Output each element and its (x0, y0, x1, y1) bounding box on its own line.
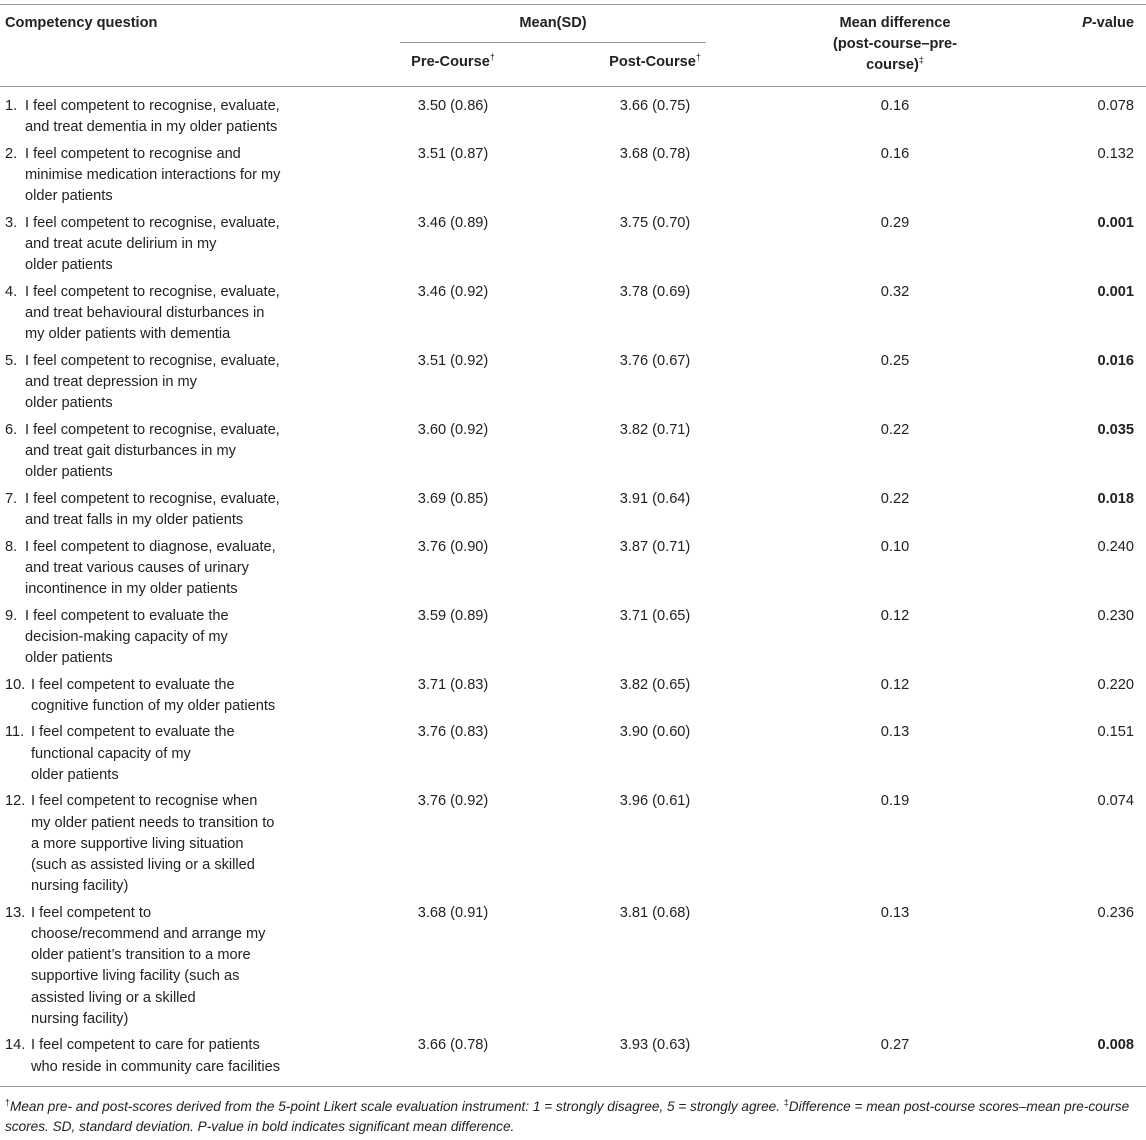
question-number: 7. (5, 490, 18, 507)
post-course-value: 3.96 (0.61) (619, 793, 691, 810)
question-text-line: and treat acute delirium in my (25, 236, 217, 252)
pre-course-value: 3.66 (0.78) (417, 1037, 489, 1054)
question-text-line: who reside in community care facilities (31, 1058, 280, 1075)
question-text-line: I feel competent to recognise when (31, 793, 258, 810)
header-p-value: P-value (1082, 15, 1134, 31)
pre-course-value: 3.76 (0.90) (417, 538, 489, 555)
question-text-line: minimise medication interactions for my (25, 167, 281, 183)
question-text-line: I feel competent to recognise, evaluate, (25, 490, 280, 507)
p-value: 0.074 (1097, 793, 1134, 810)
question-text-line: decision-making capacity of my (25, 628, 228, 645)
competency-question-cell (5, 282, 305, 346)
competency-question-cell (5, 537, 305, 601)
competency-question-cell (5, 791, 305, 897)
pre-course-value: 3.76 (0.92) (417, 793, 489, 810)
competency-question-cell (5, 675, 305, 717)
mean-difference-value: 0.13 (880, 724, 910, 741)
header-post-course: Post-Course† (609, 52, 701, 70)
question-text-line: older patients (25, 395, 113, 412)
post-course-value: 3.82 (0.65) (619, 676, 691, 693)
p-value: 0.018 (1097, 490, 1134, 507)
question-number: 2. (5, 145, 18, 162)
question-text-line: (such as assisted living or a skilled (31, 857, 255, 873)
p-value: 0.001 (1097, 283, 1134, 300)
question-number: 8. (5, 538, 18, 555)
question-text-line: my older patient needs to transition to (31, 814, 275, 831)
pre-course-value: 3.46 (0.92) (417, 283, 489, 300)
p-value: 0.132 (1097, 145, 1134, 162)
pre-course-value: 3.59 (0.89) (417, 607, 489, 624)
question-text-line: older patients (31, 766, 119, 783)
question-text-line: assisted living or a skilled (31, 989, 196, 1006)
post-course-value: 3.81 (0.68) (619, 904, 691, 921)
pre-course-value: 3.51 (0.92) (417, 352, 489, 369)
p-value: 0.008 (1097, 1037, 1134, 1054)
question-text-line: I feel competent to (31, 904, 152, 921)
header-competency-question: Competency question (5, 15, 158, 31)
mean-difference-value: 0.16 (880, 145, 910, 162)
question-text-line: cognitive function of my older patients (31, 697, 276, 714)
question-number: 4. (5, 283, 18, 300)
question-text-line: I feel competent to recognise, evaluate, (25, 214, 280, 231)
post-course-value: 3.71 (0.65) (619, 607, 691, 624)
table-footnote: †Mean pre- and post-scores derived from the 5-point Likert scale evaluation instrument: 1 = strongly disagree, 5 = strongly agree. ‡Difference = mean post-course scores–mean pre-course scores. SD, standard deviation. P-value in bold indicates significant mean difference. (5, 1097, 1130, 1134)
header-mean-sd: Mean(SD) (519, 15, 587, 31)
question-text-line: choose/recommend and arrange my (31, 926, 266, 942)
question-number: 3. (5, 214, 18, 231)
p-value: 0.035 (1097, 421, 1134, 438)
table-top-rule (0, 4, 1146, 5)
question-text-line: incontinence in my older patients (25, 581, 238, 597)
question-text-line: and treat gait disturbances in my (25, 443, 236, 459)
question-text-line: and treat falls in my older patients (25, 512, 244, 528)
p-value: 0.230 (1097, 607, 1134, 624)
question-text-line: functional capacity of my (31, 745, 191, 762)
question-number: 1. (5, 98, 18, 114)
competency-question-cell (5, 420, 305, 484)
pre-course-value: 3.60 (0.92) (417, 421, 489, 438)
pre-course-value: 3.76 (0.83) (417, 724, 489, 741)
question-text-line: and treat depression in my (25, 374, 197, 390)
question-text-line: my older patients with dementia (25, 326, 231, 343)
p-value: 0.078 (1097, 98, 1134, 114)
p-value: 0.240 (1097, 538, 1134, 555)
question-text-line: I feel competent to recognise and (25, 145, 241, 162)
post-course-value: 3.78 (0.69) (619, 283, 691, 300)
question-text-line: I feel competent to recognise, evaluate, (25, 352, 280, 369)
mean-difference-value: 0.32 (880, 283, 910, 300)
pre-course-value: 3.51 (0.87) (417, 145, 489, 162)
p-value: 0.236 (1097, 904, 1134, 921)
post-course-value: 3.66 (0.75) (619, 98, 691, 114)
question-text-line: I feel competent to recognise, evaluate, (25, 98, 280, 114)
question-text-line: I feel competent to care for patients (31, 1037, 260, 1054)
question-text-line: a more supportive living situation (31, 835, 244, 852)
question-text-line: I feel competent to recognise, evaluate, (25, 421, 280, 438)
p-value: 0.001 (1097, 214, 1134, 231)
post-course-value: 3.87 (0.71) (619, 538, 691, 555)
header-pre-course: Pre-Course† (411, 52, 495, 70)
post-course-value: 3.93 (0.63) (619, 1037, 691, 1054)
question-text-line: older patient’s transition to a more (31, 947, 251, 964)
competency-question-cell (5, 213, 305, 277)
table-header-rule (0, 86, 1146, 87)
pre-course-value: 3.71 (0.83) (417, 676, 489, 693)
competency-question-cell (5, 1035, 305, 1077)
question-text-line: nursing facility) (31, 1010, 129, 1027)
question-text-line: older patients (25, 257, 113, 274)
pre-course-value: 3.69 (0.85) (417, 490, 489, 507)
mean-difference-value: 0.19 (880, 793, 910, 810)
post-course-value: 3.68 (0.78) (619, 145, 691, 162)
question-text-line: I feel competent to evaluate the (25, 607, 229, 624)
p-value: 0.151 (1097, 724, 1134, 741)
question-number: 11. (5, 724, 25, 741)
question-text-line: supportive living facility (such as (31, 968, 240, 985)
post-course-value: 3.82 (0.71) (619, 421, 691, 438)
table-bottom-rule (0, 1086, 1146, 1087)
mean-difference-value: 0.13 (880, 904, 910, 921)
question-text-line: I feel competent to evaluate the (31, 724, 235, 741)
post-course-value: 3.90 (0.60) (619, 724, 691, 741)
competency-question-cell (5, 722, 305, 786)
question-text-line: I feel competent to diagnose, evaluate, (25, 538, 276, 555)
p-value: 0.220 (1097, 676, 1134, 693)
mean-difference-value: 0.10 (880, 538, 910, 555)
mean-difference-value: 0.22 (880, 490, 910, 507)
pre-course-value: 3.68 (0.91) (417, 904, 489, 921)
competency-question-cell (5, 351, 305, 415)
question-text-line: nursing facility) (31, 878, 129, 895)
question-text-line: I feel competent to evaluate the (31, 676, 235, 693)
pre-course-value: 3.50 (0.86) (417, 98, 489, 114)
mean-difference-value: 0.12 (880, 676, 910, 693)
competency-question-cell (5, 489, 305, 531)
question-text-line: older patients (25, 188, 113, 205)
post-course-value: 3.75 (0.70) (619, 214, 691, 231)
question-number: 13. (5, 904, 26, 921)
pre-course-value: 3.46 (0.89) (417, 214, 489, 231)
question-text-line: and treat various causes of urinary (25, 559, 249, 576)
question-text-line: and treat dementia in my older patients (25, 119, 278, 136)
p-value: 0.016 (1097, 352, 1134, 369)
header-mean-subrule (400, 42, 706, 43)
question-number: 6. (5, 421, 18, 438)
post-course-value: 3.76 (0.67) (619, 352, 691, 369)
mean-difference-value: 0.27 (880, 1037, 910, 1054)
competency-question-cell (5, 144, 305, 208)
mean-difference-value: 0.12 (880, 607, 910, 624)
competency-question-cell (5, 903, 305, 1030)
mean-difference-value: 0.29 (880, 214, 910, 231)
mean-difference-value: 0.25 (880, 352, 910, 369)
question-text-line: older patients (25, 464, 113, 481)
competency-question-cell (5, 96, 305, 138)
question-number: 9. (5, 607, 18, 624)
question-number: 14. (5, 1037, 26, 1054)
question-text-line: I feel competent to recognise, evaluate, (25, 283, 280, 300)
question-number: 5. (5, 352, 18, 369)
question-number: 12. (5, 793, 26, 810)
mean-difference-value: 0.16 (880, 98, 910, 114)
mean-difference-value: 0.22 (880, 421, 910, 438)
post-course-value: 3.91 (0.64) (619, 490, 691, 507)
question-number: 10. (5, 676, 26, 693)
question-text-line: older patients (25, 650, 113, 666)
question-text-line: and treat behavioural disturbances in (25, 305, 265, 321)
competency-question-cell (5, 606, 305, 670)
header-mean-difference: Mean difference (post-course–pre- course)‡ (832, 15, 958, 74)
